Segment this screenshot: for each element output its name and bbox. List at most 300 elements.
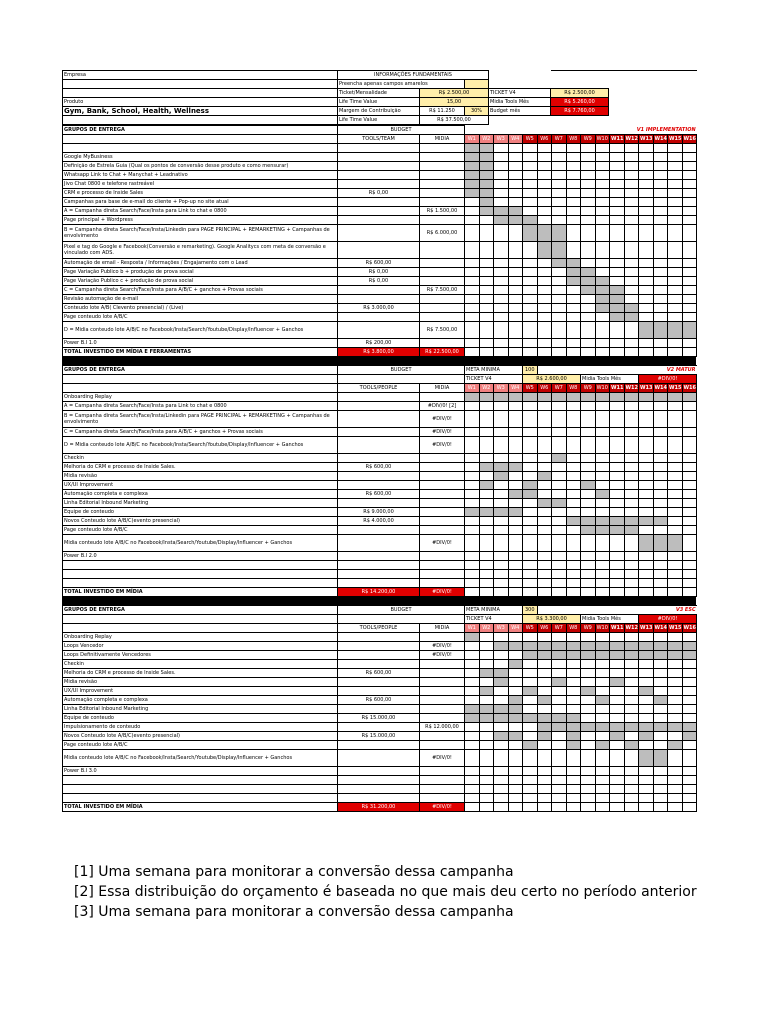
week-cell[interactable] [552, 633, 567, 642]
week-cell[interactable] [508, 687, 523, 696]
week-cell[interactable] [508, 295, 523, 304]
week-cell[interactable] [624, 508, 639, 517]
week-cell[interactable] [537, 696, 552, 705]
week-cell[interactable] [566, 437, 581, 454]
week-cell[interactable] [682, 153, 697, 162]
week-cell[interactable] [668, 225, 683, 242]
week-cell[interactable] [610, 295, 625, 304]
week-cell[interactable] [523, 428, 538, 437]
week-cell[interactable] [581, 259, 596, 268]
week-cell[interactable] [537, 242, 552, 259]
week-cell[interactable] [639, 259, 654, 268]
week-cell[interactable] [595, 402, 610, 411]
week-cell[interactable] [610, 277, 625, 286]
week-cell[interactable] [523, 180, 538, 189]
week-cell[interactable] [653, 687, 668, 696]
week-cell[interactable] [610, 428, 625, 437]
week-cell[interactable] [653, 313, 668, 322]
week-cell[interactable] [610, 402, 625, 411]
week-cell[interactable] [682, 339, 697, 348]
week-cell[interactable] [682, 642, 697, 651]
week-cell[interactable] [537, 535, 552, 552]
week-cell[interactable] [552, 393, 567, 402]
week-cell[interactable] [523, 472, 538, 481]
week-cell[interactable] [465, 339, 480, 348]
week-cell[interactable] [494, 393, 509, 402]
week-cell[interactable] [682, 216, 697, 225]
week-cell[interactable] [494, 225, 509, 242]
week-cell[interactable] [537, 268, 552, 277]
week-cell[interactable] [610, 723, 625, 732]
week-cell[interactable] [494, 402, 509, 411]
week-cell[interactable] [668, 660, 683, 669]
week-cell[interactable] [639, 499, 654, 508]
week-cell[interactable] [624, 259, 639, 268]
week-cell[interactable] [610, 304, 625, 313]
week-cell[interactable] [465, 207, 480, 216]
week-cell[interactable] [508, 153, 523, 162]
week-cell[interactable] [523, 660, 538, 669]
week-cell[interactable] [523, 402, 538, 411]
week-cell[interactable] [465, 499, 480, 508]
week-cell[interactable] [508, 499, 523, 508]
week-cell[interactable] [595, 696, 610, 705]
week-cell[interactable] [682, 535, 697, 552]
week-cell[interactable] [494, 490, 509, 499]
week-cell[interactable] [465, 732, 480, 741]
week-cell[interactable] [624, 526, 639, 535]
week-cell[interactable] [653, 633, 668, 642]
week-cell[interactable] [508, 767, 523, 776]
week-cell[interactable] [508, 660, 523, 669]
week-cell[interactable] [624, 651, 639, 660]
week-cell[interactable] [682, 322, 697, 339]
week-cell[interactable] [682, 660, 697, 669]
week-cell[interactable] [465, 198, 480, 207]
week-cell[interactable] [523, 242, 538, 259]
week-cell[interactable] [624, 428, 639, 437]
week-cell[interactable] [668, 552, 683, 561]
week-cell[interactable] [668, 339, 683, 348]
week-cell[interactable] [566, 669, 581, 678]
week-cell[interactable] [523, 339, 538, 348]
week-cell[interactable] [566, 714, 581, 723]
week-cell[interactable] [624, 633, 639, 642]
week-cell[interactable] [523, 490, 538, 499]
week-cell[interactable] [552, 696, 567, 705]
week-cell[interactable] [581, 633, 596, 642]
week-cell[interactable] [523, 259, 538, 268]
week-cell[interactable] [610, 268, 625, 277]
week-cell[interactable] [668, 767, 683, 776]
week-cell[interactable] [639, 295, 654, 304]
week-cell[interactable] [508, 705, 523, 714]
week-cell[interactable] [595, 750, 610, 767]
week-cell[interactable] [624, 687, 639, 696]
week-cell[interactable] [610, 651, 625, 660]
week-cell[interactable] [682, 189, 697, 198]
week-cell[interactable] [465, 678, 480, 687]
week-cell[interactable] [508, 259, 523, 268]
week-cell[interactable] [682, 402, 697, 411]
week-cell[interactable] [479, 481, 494, 490]
week-cell[interactable] [581, 339, 596, 348]
week-cell[interactable] [479, 259, 494, 268]
week-cell[interactable] [653, 295, 668, 304]
week-cell[interactable] [494, 696, 509, 705]
week-cell[interactable] [668, 268, 683, 277]
week-cell[interactable] [581, 304, 596, 313]
week-cell[interactable] [508, 242, 523, 259]
week-cell[interactable] [552, 339, 567, 348]
week-cell[interactable] [624, 286, 639, 295]
week-cell[interactable] [639, 552, 654, 561]
week-cell[interactable] [624, 499, 639, 508]
week-cell[interactable] [668, 669, 683, 678]
week-cell[interactable] [653, 207, 668, 216]
week-cell[interactable] [479, 286, 494, 295]
week-cell[interactable] [653, 714, 668, 723]
week-cell[interactable] [508, 402, 523, 411]
week-cell[interactable] [494, 678, 509, 687]
week-cell[interactable] [552, 242, 567, 259]
week-cell[interactable] [653, 660, 668, 669]
week-cell[interactable] [581, 286, 596, 295]
week-cell[interactable] [552, 313, 567, 322]
week-cell[interactable] [479, 180, 494, 189]
week-cell[interactable] [566, 526, 581, 535]
week-cell[interactable] [508, 268, 523, 277]
week-cell[interactable] [653, 750, 668, 767]
week-cell[interactable] [465, 162, 480, 171]
week-cell[interactable] [552, 304, 567, 313]
week-cell[interactable] [465, 295, 480, 304]
week-cell[interactable] [537, 180, 552, 189]
week-cell[interactable] [624, 732, 639, 741]
week-cell[interactable] [566, 207, 581, 216]
week-cell[interactable] [479, 696, 494, 705]
week-cell[interactable] [494, 454, 509, 463]
week-cell[interactable] [494, 660, 509, 669]
week-cell[interactable] [566, 535, 581, 552]
week-cell[interactable] [653, 437, 668, 454]
week-cell[interactable] [653, 304, 668, 313]
week-cell[interactable] [494, 198, 509, 207]
week-cell[interactable] [595, 526, 610, 535]
week-cell[interactable] [581, 162, 596, 171]
week-cell[interactable] [465, 189, 480, 198]
week-cell[interactable] [537, 259, 552, 268]
week-cell[interactable] [508, 642, 523, 651]
week-cell[interactable] [624, 402, 639, 411]
week-cell[interactable] [668, 180, 683, 189]
week-cell[interactable] [653, 472, 668, 481]
week-cell[interactable] [595, 741, 610, 750]
week-cell[interactable] [639, 428, 654, 437]
week-cell[interactable] [566, 198, 581, 207]
week-cell[interactable] [639, 242, 654, 259]
week-cell[interactable] [595, 313, 610, 322]
week-cell[interactable] [537, 198, 552, 207]
week-cell[interactable] [595, 642, 610, 651]
week-cell[interactable] [682, 517, 697, 526]
week-cell[interactable] [610, 481, 625, 490]
week-cell[interactable] [465, 687, 480, 696]
week-cell[interactable] [508, 490, 523, 499]
week-cell[interactable] [479, 463, 494, 472]
week-cell[interactable] [624, 339, 639, 348]
week-cell[interactable] [479, 268, 494, 277]
week-cell[interactable] [494, 714, 509, 723]
week-cell[interactable] [581, 225, 596, 242]
week-cell[interactable] [581, 508, 596, 517]
week-cell[interactable] [610, 741, 625, 750]
week-cell[interactable] [595, 660, 610, 669]
week-cell[interactable] [595, 463, 610, 472]
week-cell[interactable] [494, 741, 509, 750]
week-cell[interactable] [682, 767, 697, 776]
week-cell[interactable] [668, 428, 683, 437]
week-cell[interactable] [682, 207, 697, 216]
week-cell[interactable] [552, 642, 567, 651]
week-cell[interactable] [552, 732, 567, 741]
week-cell[interactable] [595, 153, 610, 162]
week-cell[interactable] [668, 714, 683, 723]
week-cell[interactable] [566, 313, 581, 322]
week-cell[interactable] [479, 714, 494, 723]
week-cell[interactable] [508, 678, 523, 687]
week-cell[interactable] [465, 286, 480, 295]
week-cell[interactable] [581, 705, 596, 714]
week-cell[interactable] [479, 216, 494, 225]
week-cell[interactable] [566, 304, 581, 313]
week-cell[interactable] [494, 642, 509, 651]
week-cell[interactable] [552, 259, 567, 268]
week-cell[interactable] [465, 411, 480, 428]
week-cell[interactable] [479, 207, 494, 216]
week-cell[interactable] [465, 696, 480, 705]
week-cell[interactable] [508, 481, 523, 490]
week-cell[interactable] [624, 660, 639, 669]
week-cell[interactable] [552, 454, 567, 463]
week-cell[interactable] [508, 750, 523, 767]
week-cell[interactable] [595, 277, 610, 286]
week-cell[interactable] [610, 714, 625, 723]
week-cell[interactable] [682, 669, 697, 678]
week-cell[interactable] [508, 216, 523, 225]
week-cell[interactable] [479, 732, 494, 741]
week-cell[interactable] [668, 295, 683, 304]
week-cell[interactable] [552, 463, 567, 472]
week-cell[interactable] [552, 411, 567, 428]
week-cell[interactable] [494, 428, 509, 437]
week-cell[interactable] [653, 454, 668, 463]
week-cell[interactable] [668, 454, 683, 463]
week-cell[interactable] [494, 411, 509, 428]
ticket-value[interactable]: R$ 2.500,00 [420, 89, 489, 98]
week-cell[interactable] [566, 633, 581, 642]
week-cell[interactable] [653, 651, 668, 660]
week-cell[interactable] [465, 216, 480, 225]
week-cell[interactable] [653, 552, 668, 561]
week-cell[interactable] [552, 207, 567, 216]
week-cell[interactable] [624, 162, 639, 171]
week-cell[interactable] [653, 171, 668, 180]
week-cell[interactable] [479, 651, 494, 660]
week-cell[interactable] [639, 481, 654, 490]
week-cell[interactable] [479, 633, 494, 642]
week-cell[interactable] [682, 242, 697, 259]
week-cell[interactable] [552, 286, 567, 295]
week-cell[interactable] [668, 651, 683, 660]
week-cell[interactable] [465, 642, 480, 651]
week-cell[interactable] [581, 295, 596, 304]
week-cell[interactable] [668, 705, 683, 714]
week-cell[interactable] [668, 732, 683, 741]
week-cell[interactable] [624, 454, 639, 463]
week-cell[interactable] [682, 313, 697, 322]
week-cell[interactable] [566, 295, 581, 304]
week-cell[interactable] [465, 437, 480, 454]
week-cell[interactable] [639, 304, 654, 313]
week-cell[interactable] [465, 153, 480, 162]
week-cell[interactable] [595, 162, 610, 171]
week-cell[interactable] [581, 393, 596, 402]
week-cell[interactable] [595, 499, 610, 508]
week-cell[interactable] [537, 322, 552, 339]
week-cell[interactable] [595, 687, 610, 696]
week-cell[interactable] [653, 481, 668, 490]
week-cell[interactable] [566, 723, 581, 732]
week-cell[interactable] [682, 678, 697, 687]
week-cell[interactable] [639, 508, 654, 517]
week-cell[interactable] [566, 162, 581, 171]
week-cell[interactable] [479, 304, 494, 313]
week-cell[interactable] [624, 463, 639, 472]
week-cell[interactable] [552, 767, 567, 776]
week-cell[interactable] [552, 499, 567, 508]
week-cell[interactable] [552, 508, 567, 517]
week-cell[interactable] [624, 313, 639, 322]
week-cell[interactable] [508, 171, 523, 180]
week-cell[interactable] [682, 411, 697, 428]
week-cell[interactable] [653, 339, 668, 348]
week-cell[interactable] [479, 393, 494, 402]
week-cell[interactable] [566, 678, 581, 687]
week-cell[interactable] [523, 286, 538, 295]
week-cell[interactable] [624, 189, 639, 198]
week-cell[interactable] [624, 535, 639, 552]
week-cell[interactable] [523, 322, 538, 339]
week-cell[interactable] [682, 428, 697, 437]
week-cell[interactable] [668, 162, 683, 171]
week-cell[interactable] [508, 304, 523, 313]
week-cell[interactable] [668, 242, 683, 259]
week-cell[interactable] [479, 402, 494, 411]
week-cell[interactable] [682, 499, 697, 508]
week-cell[interactable] [610, 339, 625, 348]
week-cell[interactable] [682, 741, 697, 750]
week-cell[interactable] [581, 153, 596, 162]
week-cell[interactable] [624, 767, 639, 776]
week-cell[interactable] [581, 402, 596, 411]
week-cell[interactable] [566, 750, 581, 767]
week-cell[interactable] [581, 696, 596, 705]
week-cell[interactable] [639, 687, 654, 696]
week-cell[interactable] [508, 714, 523, 723]
week-cell[interactable] [465, 171, 480, 180]
week-cell[interactable] [581, 552, 596, 561]
week-cell[interactable] [610, 198, 625, 207]
week-cell[interactable] [537, 153, 552, 162]
week-cell[interactable] [479, 411, 494, 428]
week-cell[interactable] [653, 411, 668, 428]
week-cell[interactable] [479, 660, 494, 669]
week-cell[interactable] [595, 481, 610, 490]
week-cell[interactable] [668, 642, 683, 651]
ticket-v4-value[interactable]: R$ 2.500,00 [551, 89, 609, 98]
week-cell[interactable] [610, 490, 625, 499]
week-cell[interactable] [624, 295, 639, 304]
week-cell[interactable] [537, 705, 552, 714]
week-cell[interactable] [523, 189, 538, 198]
week-cell[interactable] [668, 189, 683, 198]
week-cell[interactable] [465, 259, 480, 268]
week-cell[interactable] [610, 216, 625, 225]
week-cell[interactable] [479, 162, 494, 171]
week-cell[interactable] [537, 454, 552, 463]
week-cell[interactable] [668, 490, 683, 499]
week-cell[interactable] [537, 286, 552, 295]
week-cell[interactable] [508, 723, 523, 732]
week-cell[interactable] [595, 732, 610, 741]
week-cell[interactable] [552, 678, 567, 687]
week-cell[interactable] [537, 526, 552, 535]
week-cell[interactable] [494, 481, 509, 490]
ltv-months[interactable]: 15,00 [420, 98, 489, 107]
week-cell[interactable] [566, 490, 581, 499]
week-cell[interactable] [552, 268, 567, 277]
week-cell[interactable] [682, 732, 697, 741]
week-cell[interactable] [595, 180, 610, 189]
week-cell[interactable] [566, 189, 581, 198]
week-cell[interactable] [610, 463, 625, 472]
week-cell[interactable] [523, 207, 538, 216]
week-cell[interactable] [508, 517, 523, 526]
week-cell[interactable] [552, 162, 567, 171]
week-cell[interactable] [668, 741, 683, 750]
week-cell[interactable] [682, 472, 697, 481]
week-cell[interactable] [566, 454, 581, 463]
week-cell[interactable] [610, 286, 625, 295]
week-cell[interactable] [624, 472, 639, 481]
week-cell[interactable] [668, 472, 683, 481]
week-cell[interactable] [523, 732, 538, 741]
week-cell[interactable] [610, 633, 625, 642]
week-cell[interactable] [537, 508, 552, 517]
week-cell[interactable] [610, 162, 625, 171]
week-cell[interactable] [624, 481, 639, 490]
week-cell[interactable] [639, 268, 654, 277]
week-cell[interactable] [465, 481, 480, 490]
week-cell[interactable] [537, 490, 552, 499]
week-cell[interactable] [581, 714, 596, 723]
week-cell[interactable] [682, 171, 697, 180]
week-cell[interactable] [523, 463, 538, 472]
week-cell[interactable] [624, 198, 639, 207]
week-cell[interactable] [624, 171, 639, 180]
week-cell[interactable] [653, 277, 668, 286]
